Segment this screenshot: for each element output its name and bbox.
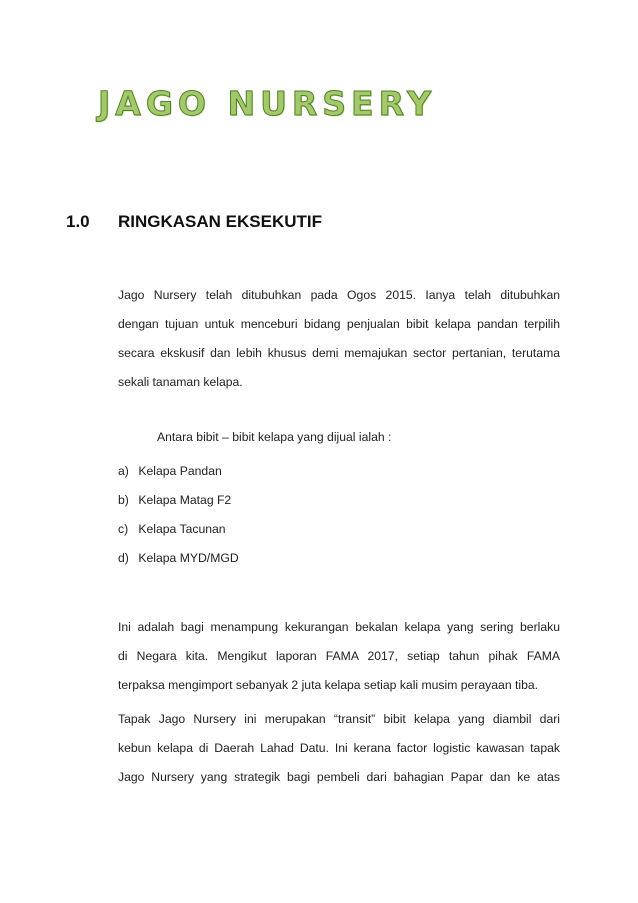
paragraph-line: di Negara kita. Mengikut laporan FAMA 2017, setiap tahun pihak FAMA — [118, 649, 560, 663]
section-number: 1.0 — [66, 212, 90, 231]
list-item — [118, 515, 239, 544]
list-item — [118, 457, 239, 486]
list-marker: c) — [118, 522, 129, 536]
list-item-text: Kelapa Pandan — [138, 464, 222, 478]
paragraph-line: secara ekskusif dan lebih khusus demi memajukan sector pertanian, terutama — [118, 346, 560, 360]
paragraph-intro — [118, 281, 560, 397]
paragraph-line: Jago Nursery yang strategik bagi pembeli dari bahagian Papar dan ke atas — [118, 770, 560, 784]
section-heading — [66, 212, 322, 232]
paragraph-line: dengan tujuan untuk menceburi bidang penjualan bibit kelapa pandan terpilih — [118, 317, 560, 331]
list-item-text: Kelapa Tacunan — [138, 522, 226, 536]
paragraph-line: Jago Nursery telah ditubuhkan pada Ogos 2015. Ianya telah ditubuhkan — [118, 288, 560, 302]
paragraph-line: kebun kelapa di Daerah Lahad Datu. Ini kerana factor logistic kawasan tapak — [118, 741, 560, 755]
list-item — [118, 544, 239, 573]
section-title: RINGKASAN EKSEKUTIF — [118, 212, 323, 231]
paragraph-supply — [118, 613, 560, 700]
list-marker: a) — [118, 464, 129, 478]
list-intro: Antara bibit – bibit kelapa yang dijual ialah : — [157, 430, 392, 444]
logo-title: JAGO NURSERY — [98, 84, 437, 123]
paragraph-line: sekali tanaman kelapa. — [118, 375, 243, 389]
paragraph-line: terpaksa mengimport sebanyak 2 juta kelapa setiap kali musim perayaan tiba. — [118, 678, 539, 692]
list-marker: d) — [118, 551, 129, 565]
paragraph-location — [118, 705, 560, 792]
paragraph-line: Tapak Jago Nursery ini merupakan “transit” bibit kelapa yang diambil dari — [118, 712, 560, 726]
seedling-list — [118, 457, 239, 573]
list-marker: b) — [118, 493, 129, 507]
list-item — [118, 486, 239, 515]
list-item-text: Kelapa Matag F2 — [138, 493, 232, 507]
paragraph-line: Ini adalah bagi menampung kekurangan bekalan kelapa yang sering berlaku — [118, 620, 560, 634]
list-item-text: Kelapa MYD/MGD — [138, 551, 239, 565]
